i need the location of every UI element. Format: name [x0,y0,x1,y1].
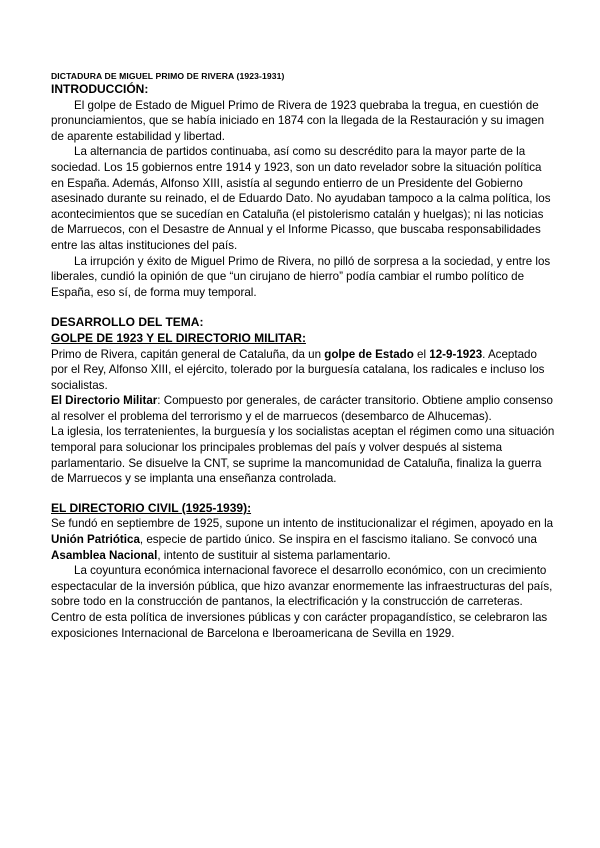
bold-date: 12-9-1923 [429,347,483,361]
golpe-paragraph-2 [51,393,556,424]
text-run: , intento de sustituir al sistema parlamentario. [157,548,391,562]
text-run: , especie de partido único. Se inspira en el fascismo italiano. Se convocó una [139,533,537,547]
text-run: Primo de Rivera, capitán general de Cataluña, da un [51,347,325,361]
text-run: . Aceptado por el Rey, Alfonso XIII, el ejército, tolerado por la burguesía catalana, los radicales e incluso los socialistas. [51,347,545,392]
spacer [51,487,556,501]
civil-paragraph-2: La coyuntura económica internacional favorece el desarrollo económico, con un crecimiento espectacular de la inversión pública, que hizo avanzar enormemente las infraestructuras del país, sobre todo en la construcción de pantanos, la electrificación y la construcción de carreteras. Centro de esta política de inversiones públicas y con carácter propagandístico, se celebraron las exposiciones Internacional de Barcelona e Iberoamericana de Sevilla en 1929. [51,564,553,640]
text-run: : Compuesto por generales, de carácter transitorio. Obtiene amplio consenso al resolver el problema del terrorismo y el de marruecos (desembarco de Alhucemas). [51,394,553,423]
intro-heading: INTRODUCCIÓN: [51,82,149,96]
bold-term: golpe de Estado [324,347,414,361]
golpe-paragraph-3: La iglesia, los terratenientes, la burguesía y los socialistas aceptan el régimen como una situación temporal para solucionar los principales problemas del país y volver después al sistema parlamentario. Se disuelve la CNT, se suprime la mancomunidad de Cataluña, finaliza la guerra de Marruecos y se implanta una enseñanza controlada. [51,425,555,486]
text-run: el [413,347,430,361]
intro-paragraph-2: La alternancia de partidos continuaba, así como su descrédito para la mayor parte de la sociedad. Los 15 gobiernos entre 1914 y 1923, son un dato revelador sobre la situación política en España. Además, Alfonso XIII, asistía al segundo entierro de un Presidente del Gobierno asesinado durante su reinado, el de Eduardo Dato. No ayudaban tampoco a la calma política, los acontecimientos que se sucedían en Cataluña (el pistolerismo catalán y huelgas); ni las noticias de Marruecos, con el Desastre de Annual y el Informe Picasso, que buscaba responsabilidades entre las altas instituciones del país. [51,145,551,252]
intro-paragraph-3: La irrupción y éxito de Miguel Primo de Rivera, no pilló de sorpresa a la sociedad, y entre los liberales, cundió la opinión de que “un cirujano de hierro” podía cambiar el rumbo político de España, eso sí, de forma muy temporal. [51,254,551,299]
spacer [51,300,556,315]
document-page [51,71,556,641]
bold-term: Asamblea Nacional [51,548,158,562]
civil-paragraph-1 [51,516,556,563]
intro-paragraph-1: El golpe de Estado de Miguel Primo de Rivera de 1923 quebraba la tregua, en cuestión de pronunciamientos, que se había iniciado en 1874 con la llegada de la Restauración y su imagen de aparente estabilidad y libertad. [51,98,545,143]
document-title: DICTADURA DE MIGUEL PRIMO DE RIVERA (1923-1931) [51,71,285,81]
civil-heading: EL DIRECTORIO CIVIL (1925-1939): [51,500,252,515]
golpe-paragraph-1 [51,347,556,394]
bold-term: El Directorio Militar [51,394,158,408]
text-run: Se fundó en septiembre de 1925, supone un intento de institucionalizar el régimen, apoyado en la [51,517,554,531]
golpe-subheading: GOLPE DE 1923 Y EL DIRECTORIO MILITAR: [51,330,306,345]
bold-term: Unión Patriótica [51,533,140,547]
desarrollo-heading: DESARROLLO DEL TEMA: [51,315,204,330]
